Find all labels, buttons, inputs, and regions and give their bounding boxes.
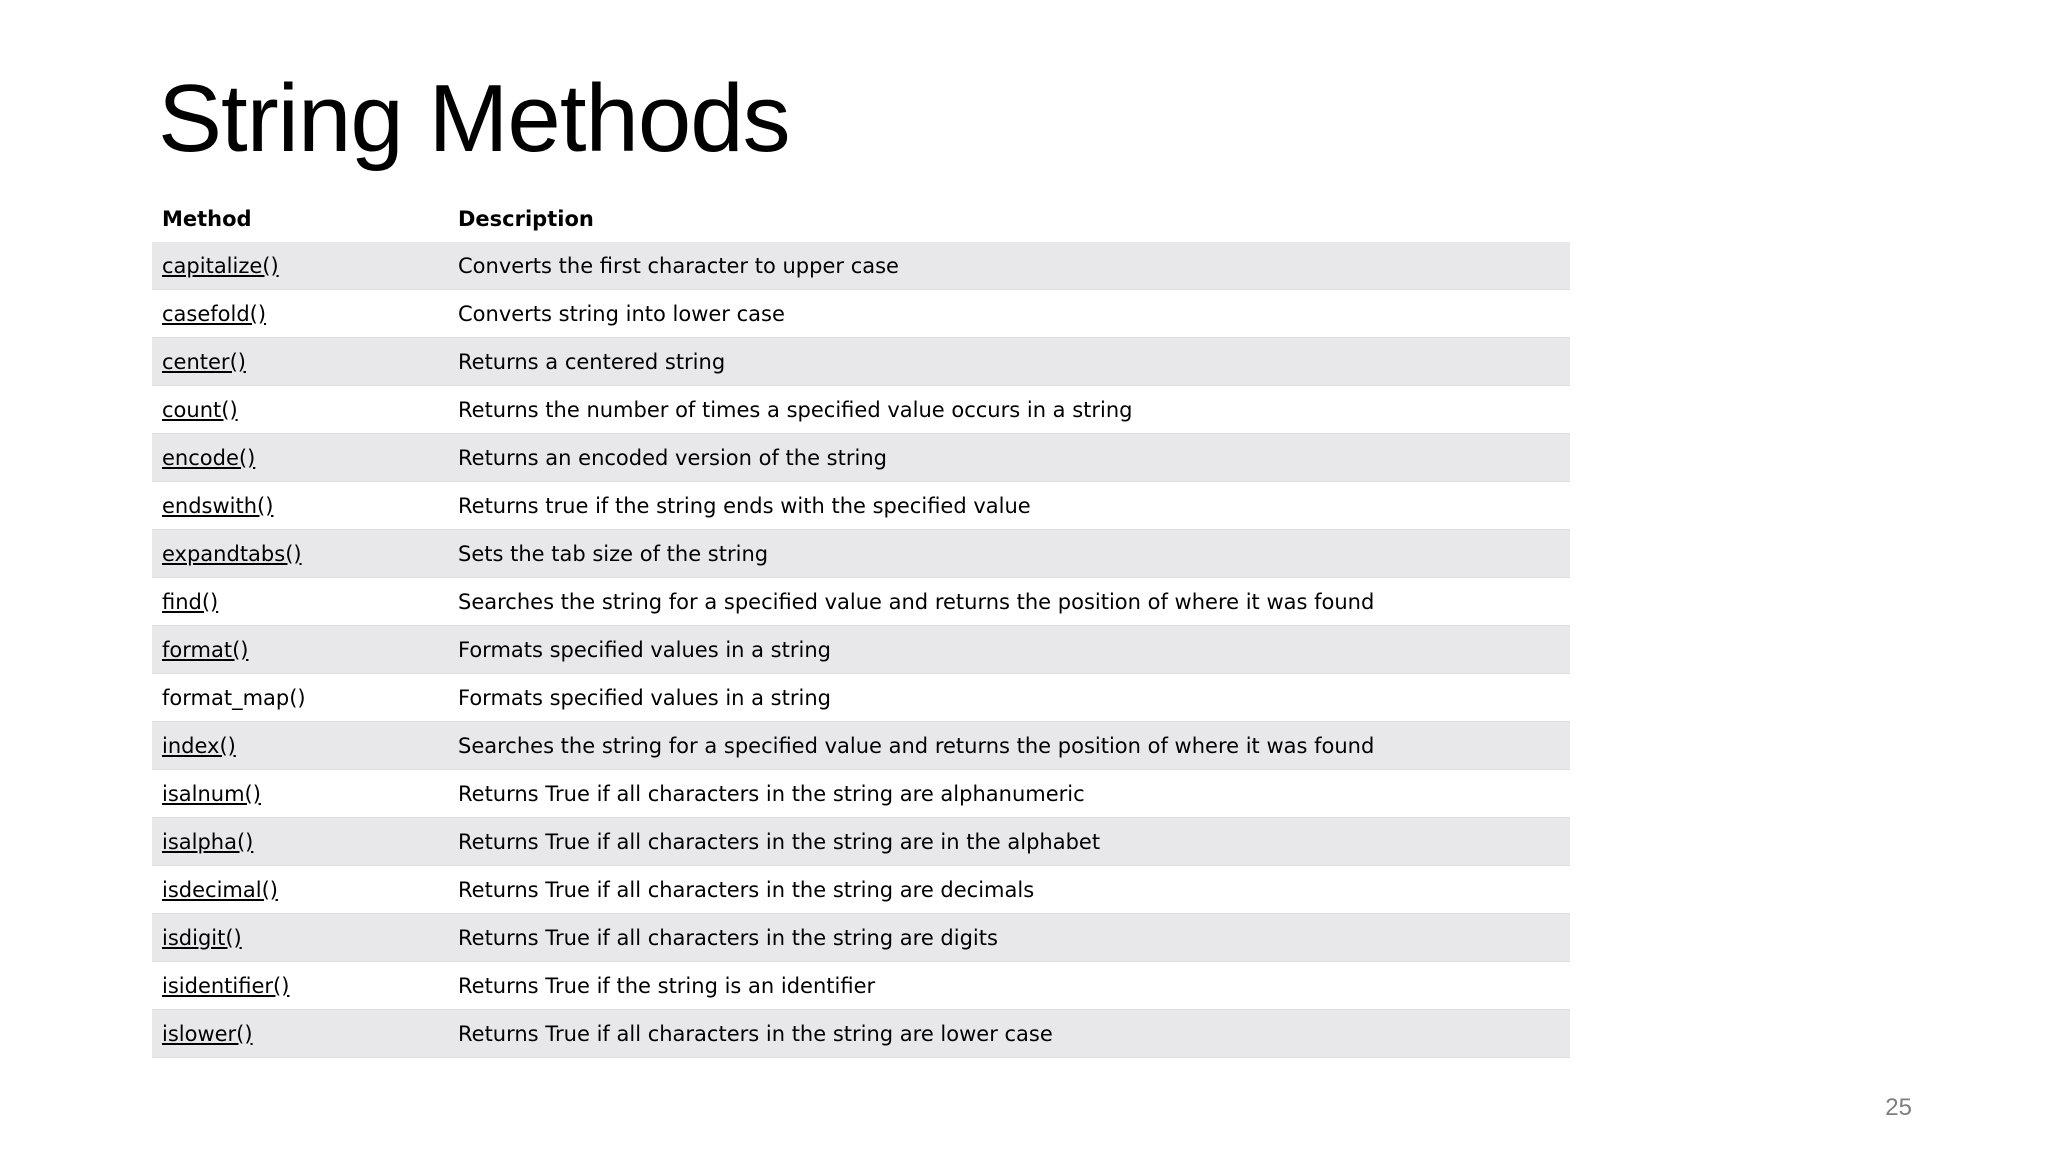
method-link[interactable]: isalpha() (162, 829, 254, 854)
method-cell (152, 722, 448, 770)
description-cell: Converts string into lower case (458, 301, 785, 326)
method-cell (152, 530, 448, 578)
method-cell (152, 578, 448, 626)
column-header-description: Description (458, 207, 594, 231)
table-row (152, 434, 1570, 482)
description-cell: Returns True if the string is an identifier (458, 973, 876, 998)
description-cell: Returns True if all characters in the string are digits (458, 925, 998, 950)
method-cell (152, 866, 448, 914)
method-cell (152, 434, 448, 482)
table-row (152, 962, 1570, 1010)
method-cell (152, 962, 448, 1010)
method-link[interactable]: expandtabs() (162, 541, 302, 566)
description-cell: Converts the first character to upper case (458, 253, 899, 278)
method-cell (152, 338, 448, 386)
table-row (152, 866, 1570, 914)
method-link[interactable]: count() (162, 397, 238, 422)
description-cell: Returns True if all characters in the string are alphanumeric (458, 781, 1085, 806)
method-link[interactable]: isalnum() (162, 781, 261, 806)
page-number: 25 (1885, 1094, 1912, 1121)
method-cell (152, 1010, 448, 1058)
table-row (152, 722, 1570, 770)
method-link[interactable]: isidentifier() (162, 973, 290, 998)
method-name: format_map() (162, 685, 306, 710)
description-cell: Returns true if the string ends with the specified value (458, 493, 1031, 518)
description-cell: Searches the string for a specified value and returns the position of where it was found (458, 589, 1375, 614)
method-cell (152, 482, 448, 530)
method-cell (152, 290, 448, 338)
method-link[interactable]: find() (162, 589, 219, 614)
description-cell: Formats specified values in a string (458, 685, 831, 710)
method-link[interactable]: isdecimal() (162, 877, 278, 902)
table-row (152, 530, 1570, 578)
string-methods-table (152, 196, 1570, 1058)
table-row (152, 482, 1570, 530)
table-header-row (152, 196, 1570, 242)
method-link[interactable]: index() (162, 733, 236, 758)
column-header-method: Method (162, 207, 252, 231)
method-cell (152, 386, 448, 434)
table-row (152, 386, 1570, 434)
method-link[interactable]: center() (162, 349, 246, 374)
description-cell: Formats specified values in a string (458, 637, 831, 662)
table-row (152, 770, 1570, 818)
method-cell (152, 914, 448, 962)
method-link[interactable]: format() (162, 637, 249, 662)
description-cell: Searches the string for a specified value and returns the position of where it was found (458, 733, 1375, 758)
description-cell: Returns the number of times a specified value occurs in a string (458, 397, 1133, 422)
method-link[interactable]: capitalize() (162, 253, 279, 278)
method-link[interactable]: islower() (162, 1021, 253, 1046)
table-row (152, 674, 1570, 722)
method-link[interactable]: endswith() (162, 493, 274, 518)
method-link[interactable]: encode() (162, 445, 256, 470)
method-cell (152, 242, 448, 290)
slide-title: String Methods (158, 65, 790, 172)
table-row (152, 1010, 1570, 1058)
method-cell (152, 674, 448, 722)
description-cell: Sets the tab size of the string (458, 541, 769, 566)
table-row (152, 578, 1570, 626)
method-cell (152, 818, 448, 866)
table-body (152, 242, 1570, 1058)
method-link[interactable]: isdigit() (162, 925, 242, 950)
table-row (152, 818, 1570, 866)
table-row (152, 914, 1570, 962)
description-cell: Returns a centered string (458, 349, 726, 374)
description-cell: Returns an encoded version of the string (458, 445, 887, 470)
description-cell: Returns True if all characters in the string are in the alphabet (458, 829, 1101, 854)
description-cell: Returns True if all characters in the string are decimals (458, 877, 1035, 902)
method-cell (152, 770, 448, 818)
table-row (152, 338, 1570, 386)
table-row (152, 290, 1570, 338)
description-cell: Returns True if all characters in the string are lower case (458, 1021, 1053, 1046)
method-link[interactable]: casefold() (162, 301, 267, 326)
method-cell (152, 626, 448, 674)
table-row (152, 626, 1570, 674)
table-row (152, 242, 1570, 290)
